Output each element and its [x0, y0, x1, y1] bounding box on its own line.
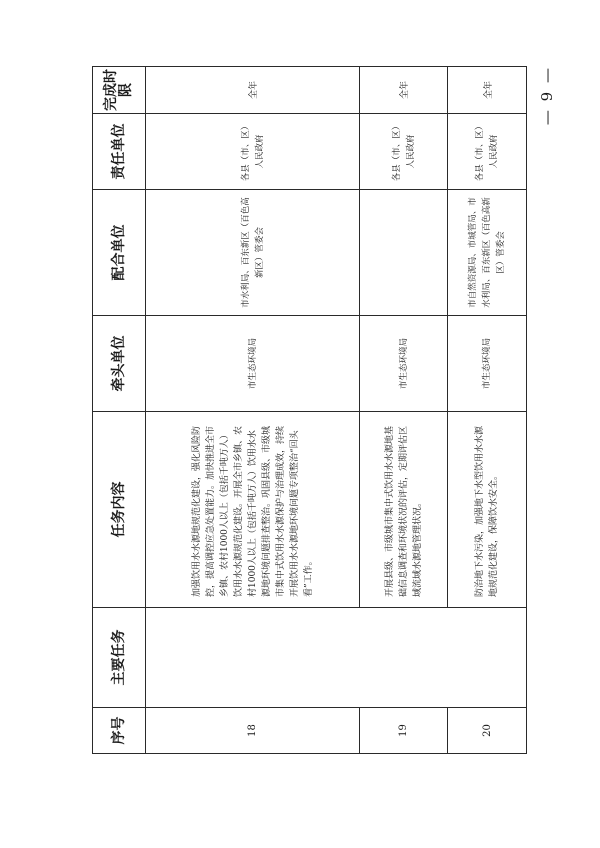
page-number: — 9 — [538, 66, 556, 126]
task-table [92, 66, 527, 754]
table-header-row [93, 67, 146, 754]
row-content: 加强饮用水水源地规范化建设，强化风险防控，提高调控应急处置能力。加快推进全市乡镇、农村1000人以上（包括千吨万人）饮用水水源规范化建设。开展全市乡镇、农村1000人以上（包括千吨万人）饮用水水源地环境问题排查整治。巩固县级、市级城市集中式饮用水水源保护与治理成效，持续开展饮用水水源地环境问题专项整治“回头看”工作。 [146, 412, 360, 608]
row-responsible-unit: 各县（市、区）人民政府 [448, 114, 527, 190]
header-lead-unit: 牵头单位 [93, 316, 146, 412]
row-responsible-unit: 各县（市、区）人民政府 [146, 114, 360, 190]
row-seq: 20 [448, 708, 527, 754]
row-deadline: 全年 [448, 67, 527, 114]
row-responsible-unit: 各县（市、区）人民政府 [360, 114, 448, 190]
row-deadline: 全年 [360, 67, 448, 114]
row-content: 开展县级、市级城市集中式饮用水水源地基础信息调查和环境状况的评估，定期评估区域流域水源地管理状况。 [360, 412, 448, 608]
row-lead-unit: 市生态环境局 [146, 316, 360, 412]
row-cooperating-units [360, 190, 448, 316]
header-seq: 序号 [93, 708, 146, 754]
table-row [146, 67, 360, 754]
header-cooperating-units: 配合单位 [93, 190, 146, 316]
row-cooperating-units: 市水利局、百东新区（百色高新区）管委会 [146, 190, 360, 316]
row-deadline: 全年 [146, 67, 360, 114]
row-seq: 18 [146, 708, 360, 754]
row-lead-unit: 市生态环境局 [448, 316, 527, 412]
row-lead-unit: 市生态环境局 [360, 316, 448, 412]
header-responsible-unit: 责任单位 [93, 114, 146, 190]
row-cooperating-units: 市自然资源局、市城管局、市水利局、百东新区（百色高新区）管委会 [448, 190, 527, 316]
header-main-task: 主要任务 [93, 608, 146, 708]
header-content: 任务内容 [93, 412, 146, 608]
header-deadline: 完成时限 [93, 67, 146, 114]
main-task-cell [146, 608, 527, 708]
row-seq: 19 [360, 708, 448, 754]
row-content: 防治地下水污染，加强地下水型饮用水水源地规范化建设，保障饮水安全。 [448, 412, 527, 608]
